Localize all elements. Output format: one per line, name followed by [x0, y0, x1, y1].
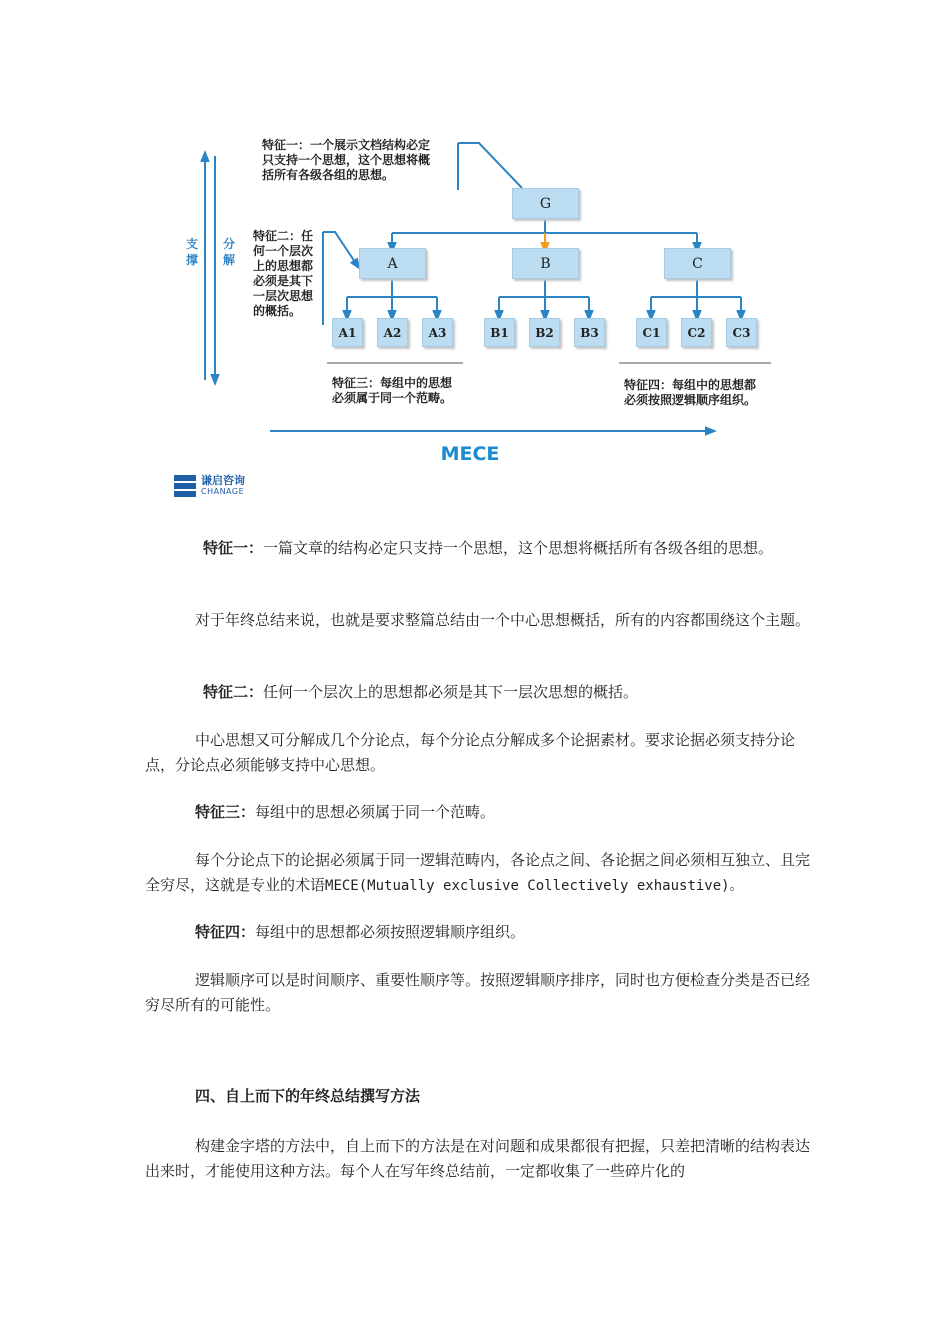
feature4-term: 特征四：	[195, 923, 256, 941]
mece-term-text: MECE(Mutually exclusive Collectively exhaustive)。	[325, 878, 744, 894]
paragraph-feature1	[145, 536, 810, 561]
paragraph-feature2-explain: 中心思想又可分解成几个分论点，每个分论点分解成多个论据素材。要求论据必须支持分论点，分论点必须能够支持中心思想。	[145, 731, 796, 774]
paragraph-feature2	[145, 680, 810, 705]
feature1-text: 一篇文章的结构必定只支持一个思想，这个思想将概括所有各级各组的思想。	[263, 539, 774, 557]
feature4-label: 特征四：每组中的思想都 必须按照逻辑顺序组织。	[624, 378, 757, 407]
b-connectors	[499, 277, 589, 316]
mece-label: MECE	[440, 443, 500, 465]
feature2-text: 任何一个层次上的思想都必须是其下一层次思想的概括。	[263, 683, 639, 701]
feature1-label: 特征一：一个展示文档结构必定 只支持一个思想，这个思想将概 括所有各级各组的思想。	[262, 138, 431, 182]
feature3-label: 特征三：每组中的思想 必须属于同一个范畴。	[332, 376, 453, 405]
feature3-text: 每组中的思想必须属于同一个范畴。	[255, 803, 496, 821]
a-connectors	[347, 277, 437, 316]
paragraph-feature4-explain: 逻辑顺序可以是时间顺序、重要性顺序等。按照逻辑顺序排序，同时也方便检查分类是否已经穷尽所有的可能性。	[145, 971, 811, 1014]
feature1-bracket	[458, 143, 522, 190]
node-c2: C2	[681, 318, 712, 347]
node-c3: C3	[726, 318, 757, 347]
node-a1: A1	[332, 318, 363, 347]
feature2-term: 特征二：	[203, 683, 264, 701]
paragraph-feature3	[145, 800, 810, 825]
support-axis-label: 支撑	[185, 237, 198, 267]
node-b: B	[512, 248, 579, 279]
node-b1: B1	[484, 318, 515, 347]
node-b2: B2	[529, 318, 560, 347]
feature4-text: 每组中的思想都必须按照逻辑顺序组织。	[255, 923, 526, 941]
pyramid-diagram	[0, 0, 950, 520]
feature3-term: 特征三：	[195, 803, 256, 821]
node-g: G	[512, 188, 579, 219]
node-a3: A3	[422, 318, 453, 347]
node-c: C	[664, 248, 731, 279]
node-c1: C1	[636, 318, 667, 347]
section-heading: 四、自上而下的年终总结撰写方法	[195, 1087, 421, 1105]
paragraph-feature1-explain: 对于年终总结来说，也就是要求整篇总结由一个中心思想概括，所有的内容都围绕这个主题。	[195, 611, 811, 629]
paragraph-top-down-method: 构建金字塔的方法中，自上而下的方法是在对问题和成果都很有把握，只差把清晰的结构表达出来时，才能使用这种方法。每个人在写年终总结前，一定都收集了一些碎片化的	[145, 1137, 811, 1180]
feature2-bracket	[323, 232, 357, 325]
mece-explain-text: 每个分论点下的论据必须属于同一逻辑范畴内，各论点之间、各论据之间必须相互独立、且完全穷尽，这就是专业的术语	[145, 851, 811, 894]
node-b3: B3	[574, 318, 605, 347]
c-connectors	[651, 277, 741, 316]
logo-en-text: CHANAGE	[201, 487, 245, 496]
feature1-term: 特征一：	[203, 539, 264, 557]
node-a2: A2	[377, 318, 408, 347]
paragraph-feature4	[145, 920, 810, 945]
logo-mark-icon	[174, 475, 196, 497]
chanage-logo	[174, 475, 245, 497]
feature2-label: 特征二：任 何一个层次 上的思想都 必须是其下 一层次思想 的概括。	[253, 229, 314, 318]
paragraph-feature3-explain	[145, 848, 820, 899]
logo-cn-text: 谦启咨询	[201, 474, 245, 487]
node-a: A	[359, 248, 426, 279]
decompose-axis-label: 分解	[222, 237, 235, 267]
